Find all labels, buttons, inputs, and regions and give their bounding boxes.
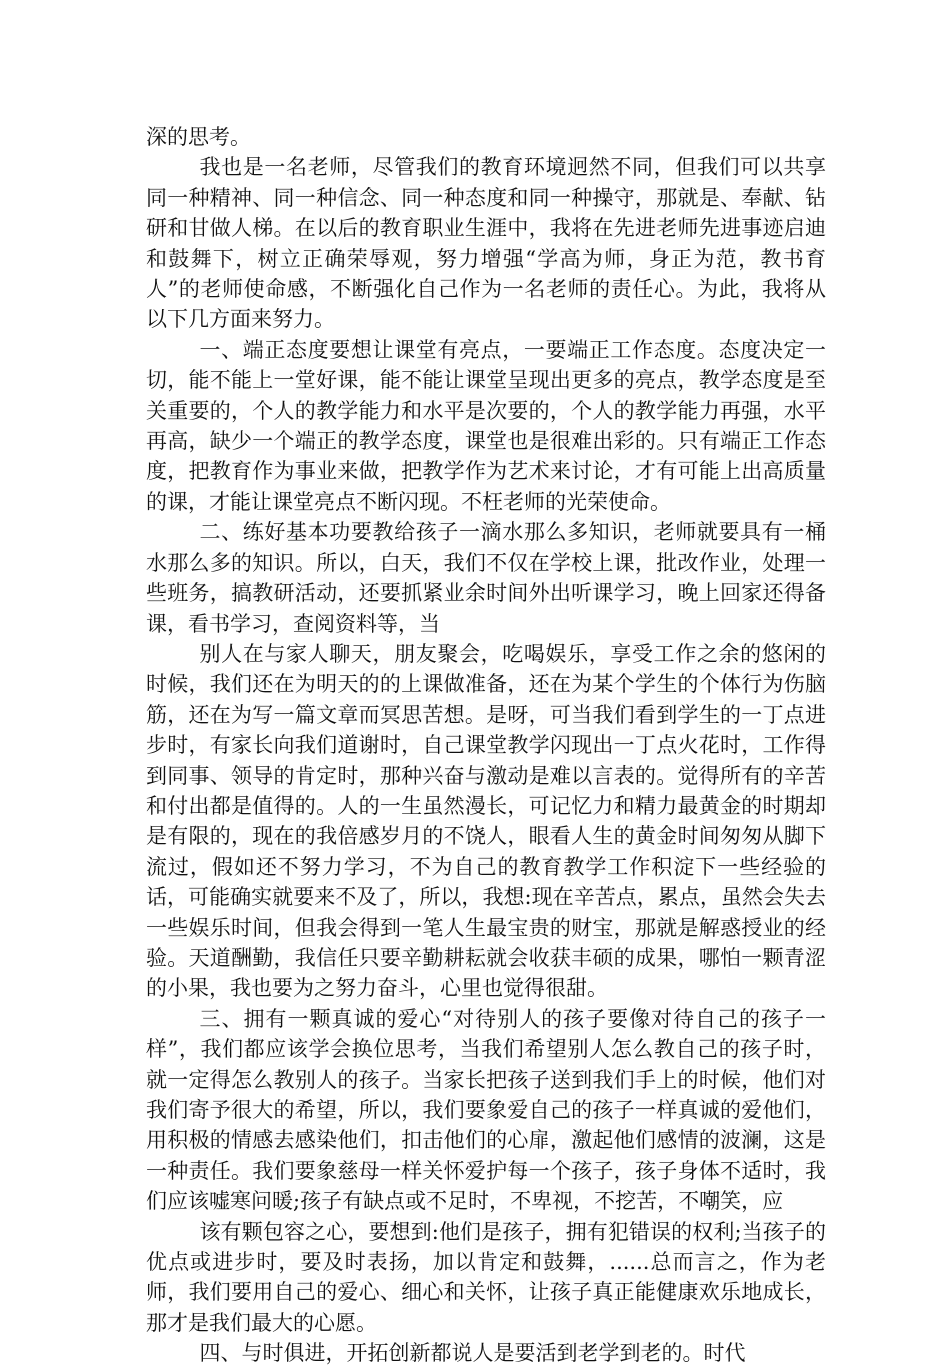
paragraph-8: 四、与时俱进，开拓创新都说人是要活到老学到老的。时代 (199, 1341, 746, 1366)
paragraph-5: 别人在与家人聊天，朋友聚会，吃喝娱乐，享受工作之余的悠闲的时候，我们还在为明天的的上课做准备，还在为某个学生的个体行为伤脑筋，还在为写一篇文章而冥思苦想。是呀，可当我们看到学生的一丁点进步时，有家长向我们道谢时，自己课堂教学闪现出一丁点火花时，工作得到同事、领导的肯定时，那种兴奋与激动是难以言表的。觉得所有的辛苦和付出都是值得的。人的一生虽然漫长，可记忆力和精力最黄金的时期却是有限的，现在的我倍感岁月的不饶人，眼看人生的黄金时间匆匆从脚下流过，假如还不努力学习，不为自己的教育教学工作积淀下一些经验的话，可能确实就要来不及了，所以，我想:现在辛苦点，累点，虽然会失去一些娱乐时间，但我会得到一笔人生最宝贵的财宝，那就是解惑授业的经验。天道酬勤，我信任只要辛勤耕耘就会收获丰硕的成果，哪怕一颗青涩的小果，我也要为之努力奋斗，心里也觉得很甜。 (146, 641, 826, 1001)
paragraph-1: 深的思考。 (146, 125, 251, 149)
paragraph-3: 一、端正态度要想让课堂有亮点，一要端正工作态度。态度决定一切，能不能上一堂好课，能不能让课堂呈现出更多的亮点，教学态度是至关重要的，个人的教学能力和水平是次要的，个人的教学能力再强，水平再高，缺少一个端正的教学态度，课堂也是很难出彩的。只有端正工作态度，把教育作为事业来做，把教学作为艺术来讨论，才有可能上出高质量的课，才能让课堂亮点不断闪现。不枉老师的光荣使命。 (146, 337, 826, 514)
document-body (146, 122, 826, 1369)
paragraph-6: 三、拥有一颗真诚的爱心“对待别人的孩子要像对待自己的孩子一样”，我们都应该学会换位思考，当我们希望别人怎么教自己的孩子时，就一定得怎么教别人的孩子。当家长把孩子送到我们手上的时候，他们对我们寄予很大的希望，所以，我们要象爱自己的孩子一样真诚的爱他们，用积极的情感去感染他们，扣击他们的心扉，激起他们感情的波澜，这是一种责任。我们要象慈母一样关怀爱护每一个孩子，孩子身体不适时，我们应该嘘寒问暖;孩子有缺点或不足时，不卑视，不挖苦，不嘲笑，应 (146, 1006, 826, 1214)
paragraph-7: 该有颗包容之心，要想到:他们是孩子，拥有犯错误的权利;当孩子的优点或进步时，要及时表扬，加以肯定和鼓舞，......总而言之，作为老师，我们要用自己的爱心、细心和关怀，让孩子真正能健康欢乐地成长，那才是我们最大的心愿。 (146, 1219, 826, 1335)
paragraph-4: 二、练好基本功要教给孩子一滴水那么多知识，老师就要具有一桶水那么多的知识。所以，白天，我们不仅在学校上课，批改作业，处理一些班务，搞教研活动，还要抓紧业余时间外出听课学习，晚上回家还得备课，看书学习，查阅资料等，当 (146, 520, 826, 636)
paragraph-2: 我也是一名老师，尽管我们的教育环境迥然不同，但我们可以共享同一种精神、同一种信念、同一种态度和同一种操守，那就是、奉献、钻研和甘做人梯。在以后的教育职业生涯中，我将在先进老师先进事迹启迪和鼓舞下，树立正确荣辱观，努力增强“学高为师，身正为范，教书育人”的老师使命感，不断强化自己作为一名老师的责任心。为此，我将从以下几方面来努力。 (146, 155, 826, 332)
